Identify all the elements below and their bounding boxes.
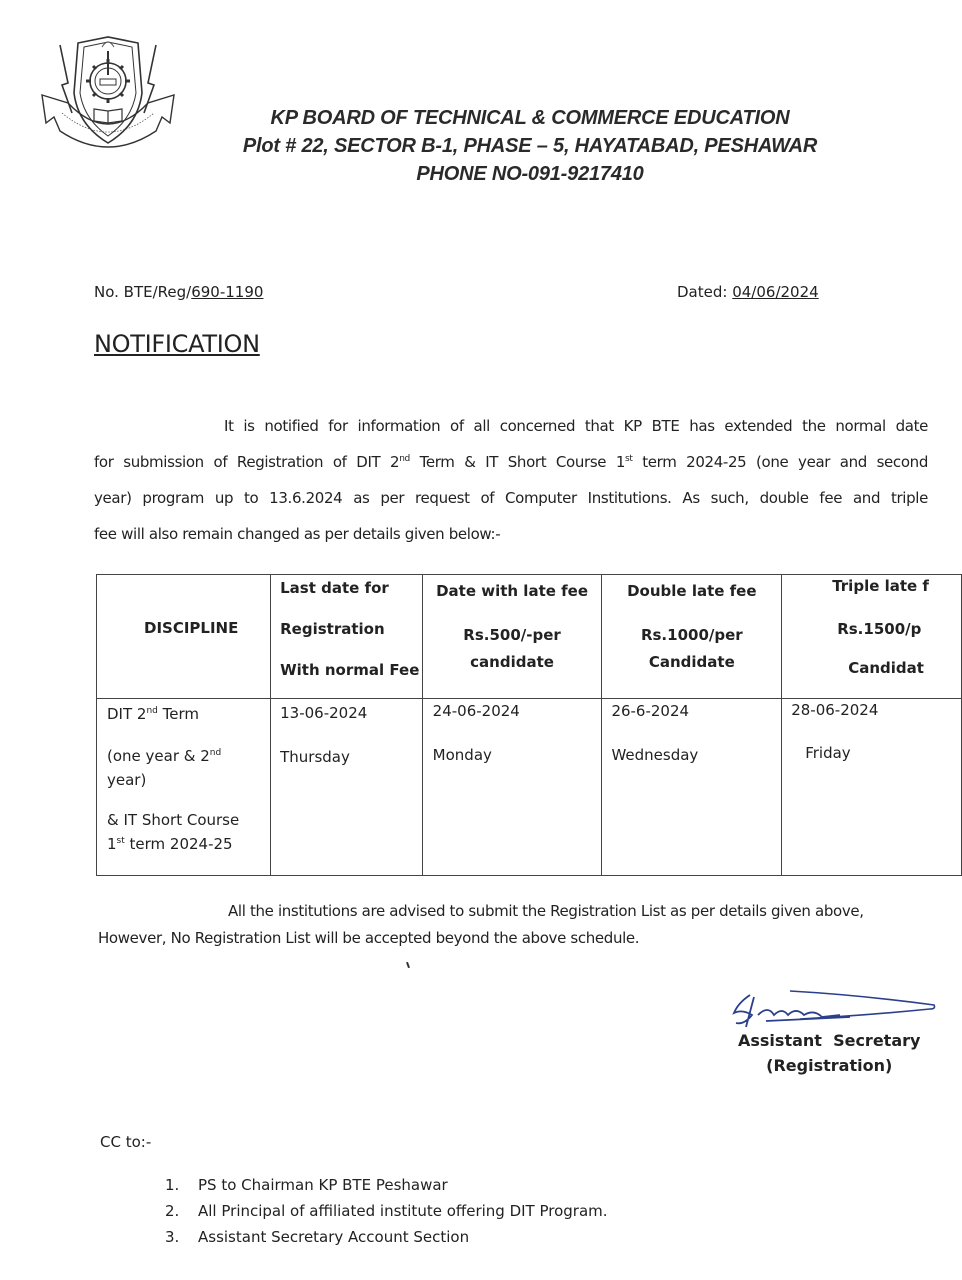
document-date bbox=[677, 283, 819, 301]
header-text: Last date for bbox=[280, 579, 389, 597]
cc-item-number: 1. bbox=[165, 1176, 180, 1194]
table-header-row bbox=[97, 575, 962, 699]
body-line: It is notified for information of all concerned that KP BTE has extended the normal date bbox=[224, 417, 928, 435]
closing-line: However, No Registration List will be accepted beyond the above schedule. bbox=[98, 929, 640, 947]
body-text: term 2024-25 (one year and second bbox=[632, 453, 928, 471]
header-normal-fee bbox=[271, 575, 423, 699]
body-text: Term & IT Short Course 1 bbox=[409, 453, 626, 471]
cell-text: Term bbox=[157, 705, 200, 723]
cc-item-text: PS to Chairman KP BTE Peshawar bbox=[198, 1176, 448, 1194]
cell-text: DIT 2 bbox=[107, 705, 147, 723]
organization-name: KP BOARD OF TECHNICAL & COMMERCE EDUCATION bbox=[270, 107, 790, 129]
header-text: Rs.500/-per bbox=[463, 626, 561, 644]
superscript: nd bbox=[146, 706, 158, 716]
body-line: year) program up to 13.6.2024 as per request of Computer Institutions. As such, double fee and triple bbox=[94, 489, 928, 507]
cc-item bbox=[165, 1172, 608, 1198]
closing-paragraph bbox=[98, 898, 930, 952]
stray-mark bbox=[406, 962, 410, 968]
discipline-line bbox=[107, 835, 233, 853]
date-text: 28-06-2024 bbox=[791, 701, 879, 719]
discipline-line: & IT Short Course bbox=[107, 811, 240, 829]
cell-text: (one year & 2 bbox=[107, 747, 210, 765]
header-text: Rs.1500/p bbox=[837, 620, 922, 638]
discipline-line: year) bbox=[107, 771, 147, 789]
day-text: Friday bbox=[805, 744, 851, 762]
notification-body bbox=[94, 408, 928, 552]
body-line bbox=[94, 444, 928, 480]
cc-label: CC to:- bbox=[100, 1133, 152, 1151]
cell-discipline bbox=[97, 699, 271, 876]
reference-value: 690-1190 bbox=[191, 283, 264, 301]
table-row bbox=[97, 699, 962, 876]
header-discipline bbox=[97, 575, 271, 699]
body-text: for submission of Registration of DIT 2 bbox=[94, 453, 400, 471]
date-text: 26-6-2024 bbox=[611, 702, 690, 720]
board-logo-icon bbox=[38, 33, 178, 153]
letterhead bbox=[160, 104, 900, 188]
date-label: Dated: bbox=[677, 283, 728, 301]
header-text: Double late fee bbox=[627, 582, 757, 600]
cell-double-late-fee-date bbox=[602, 699, 782, 876]
header-text: With normal Fee bbox=[280, 661, 420, 679]
day-text: Wednesday bbox=[611, 746, 699, 764]
header-text: Registration bbox=[280, 620, 385, 638]
discipline-line bbox=[107, 747, 221, 765]
cc-item bbox=[165, 1198, 608, 1224]
date-text: 13-06-2024 bbox=[280, 704, 368, 722]
signatory-block bbox=[738, 1028, 920, 1078]
reference-number bbox=[94, 283, 263, 301]
header-text: Date with late fee bbox=[436, 582, 589, 600]
date-value: 04/06/2024 bbox=[732, 283, 819, 301]
cc-item-number: 2. bbox=[165, 1202, 180, 1220]
header-text: Candidat bbox=[848, 659, 924, 677]
superscript: nd bbox=[399, 454, 410, 464]
header-double-late-fee bbox=[602, 575, 782, 699]
superscript: nd bbox=[209, 748, 222, 758]
superscript: st bbox=[625, 454, 633, 464]
header-text: candidate bbox=[470, 653, 554, 671]
header-triple-late-fee bbox=[782, 575, 962, 699]
organization-address: Plot # 22, SECTOR B-1, PHASE – 5, HAYATABAD, PESHAWAR bbox=[242, 135, 818, 157]
superscript: st bbox=[116, 836, 125, 846]
cell-late-fee-date bbox=[422, 699, 602, 876]
cc-item-text: Assistant Secretary Account Section bbox=[198, 1228, 470, 1246]
cell-text: term 2024-25 bbox=[124, 835, 233, 853]
notification-title: NOTIFICATION bbox=[94, 330, 260, 358]
closing-line: All the institutions are advised to submit the Registration List as per details given above, bbox=[228, 902, 864, 920]
cell-triple-late-fee-date bbox=[782, 699, 962, 876]
day-text: Thursday bbox=[280, 748, 350, 766]
body-line: fee will also remain changed as per details given below:- bbox=[94, 525, 501, 543]
organization-phone: PHONE NO-091-9217410 bbox=[416, 163, 644, 185]
signatory-department: (Registration) bbox=[766, 1056, 893, 1075]
cc-item-text: All Principal of affiliated institute offering DIT Program. bbox=[198, 1202, 608, 1220]
date-text: 24-06-2024 bbox=[432, 702, 520, 720]
header-text: DISCIPLINE bbox=[144, 619, 239, 637]
day-text: Monday bbox=[432, 746, 492, 764]
schedule-table bbox=[96, 574, 962, 876]
header-text: Rs.1000/per bbox=[640, 626, 743, 644]
discipline-line bbox=[107, 705, 199, 723]
reference-prefix: No. BTE/Reg/ bbox=[94, 283, 192, 301]
signature-icon bbox=[730, 985, 940, 1030]
header-text: Triple late f bbox=[832, 577, 929, 595]
cc-item-number: 3. bbox=[165, 1228, 180, 1246]
cc-item bbox=[165, 1224, 608, 1250]
header-late-fee bbox=[422, 575, 602, 699]
header-text: Candidate bbox=[648, 653, 735, 671]
cell-normal-fee-date bbox=[271, 699, 423, 876]
signatory-title: Assistant Secretary bbox=[738, 1031, 921, 1050]
cc-list bbox=[165, 1172, 608, 1250]
cell-text: 1 bbox=[107, 835, 117, 853]
